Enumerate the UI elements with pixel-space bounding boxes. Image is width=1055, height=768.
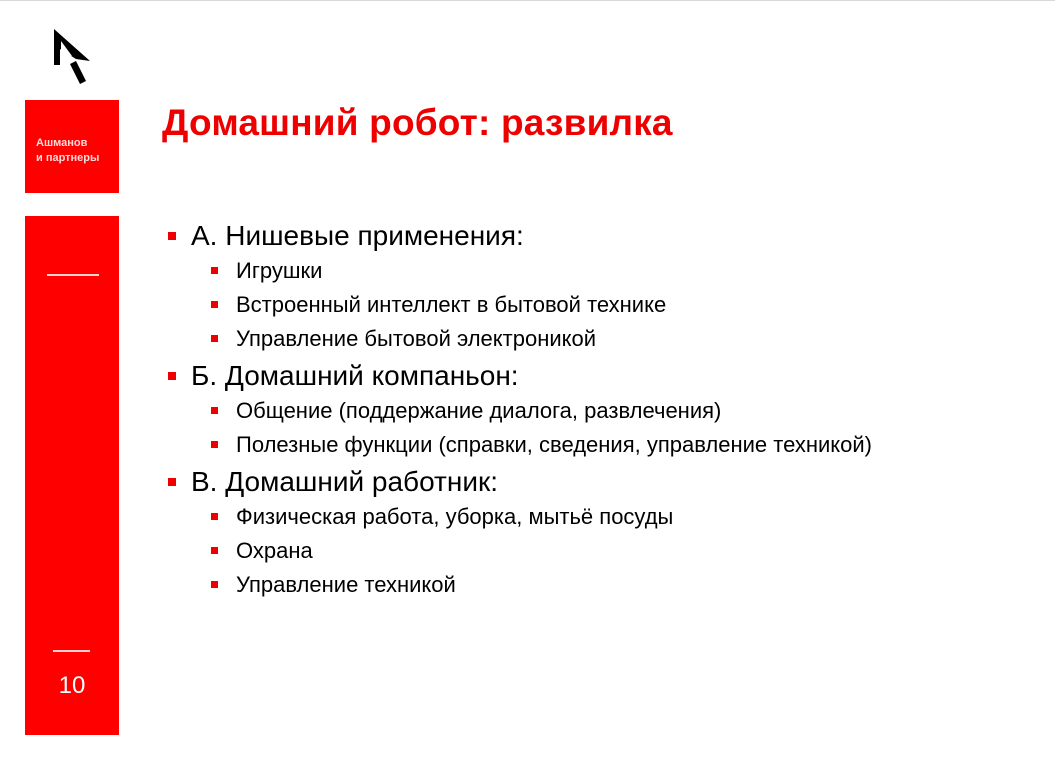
brand-badge [25,100,119,193]
square-bullet-icon [211,267,218,274]
list-item [163,500,1033,534]
square-bullet-icon [211,407,218,414]
list-item-text: Управление бытовой электроникой [236,326,597,351]
square-bullet-icon [211,301,218,308]
list-item-text: Физическая работа, уборка, мытьё посуды [236,504,674,529]
side-bar [25,216,119,735]
list-item-text: Полезные функции (справки, сведения, управление техникой) [236,432,873,457]
section-b-heading [163,358,1033,394]
top-border [0,0,1055,1]
list-item [163,288,1033,322]
square-bullet-icon [168,478,176,486]
section-label: Б. Домашний компаньон: [191,360,519,391]
brand-name-line2: и партнеры [36,152,100,164]
bullet-list [163,218,1033,602]
list-item-text: Управление техникой [236,572,456,597]
brand-name [36,136,99,166]
list-item-text: Охрана [236,538,313,563]
square-bullet-icon [211,547,218,554]
list-item [163,568,1033,602]
brand-name-line1: Ашманов [36,137,88,149]
section-label: А. Нишевые применения: [191,220,524,251]
section-c-heading [163,464,1033,500]
list-item [163,254,1033,288]
square-bullet-icon [211,441,218,448]
slide-title: Домашний робот: развилка [162,102,673,143]
square-bullet-icon [211,513,218,520]
list-item [163,394,1033,428]
list-item-text: Общение (поддержание диалога, развлечения) [236,398,722,423]
list-item-text: Встроенный интеллект в бытовой технике [236,292,667,317]
section-label: В. Домашний работник: [191,466,498,497]
ashmanov-logo-icon [52,27,92,85]
divider-bottom [53,650,90,652]
page-number: 10 [58,672,86,699]
divider-top [47,274,99,276]
square-bullet-icon [168,372,176,380]
square-bullet-icon [211,335,218,342]
list-item-text: Игрушки [236,258,323,283]
list-item [163,322,1033,356]
list-item [163,534,1033,568]
square-bullet-icon [211,581,218,588]
square-bullet-icon [168,232,176,240]
list-item [163,428,1033,462]
section-a-heading [163,218,1033,254]
